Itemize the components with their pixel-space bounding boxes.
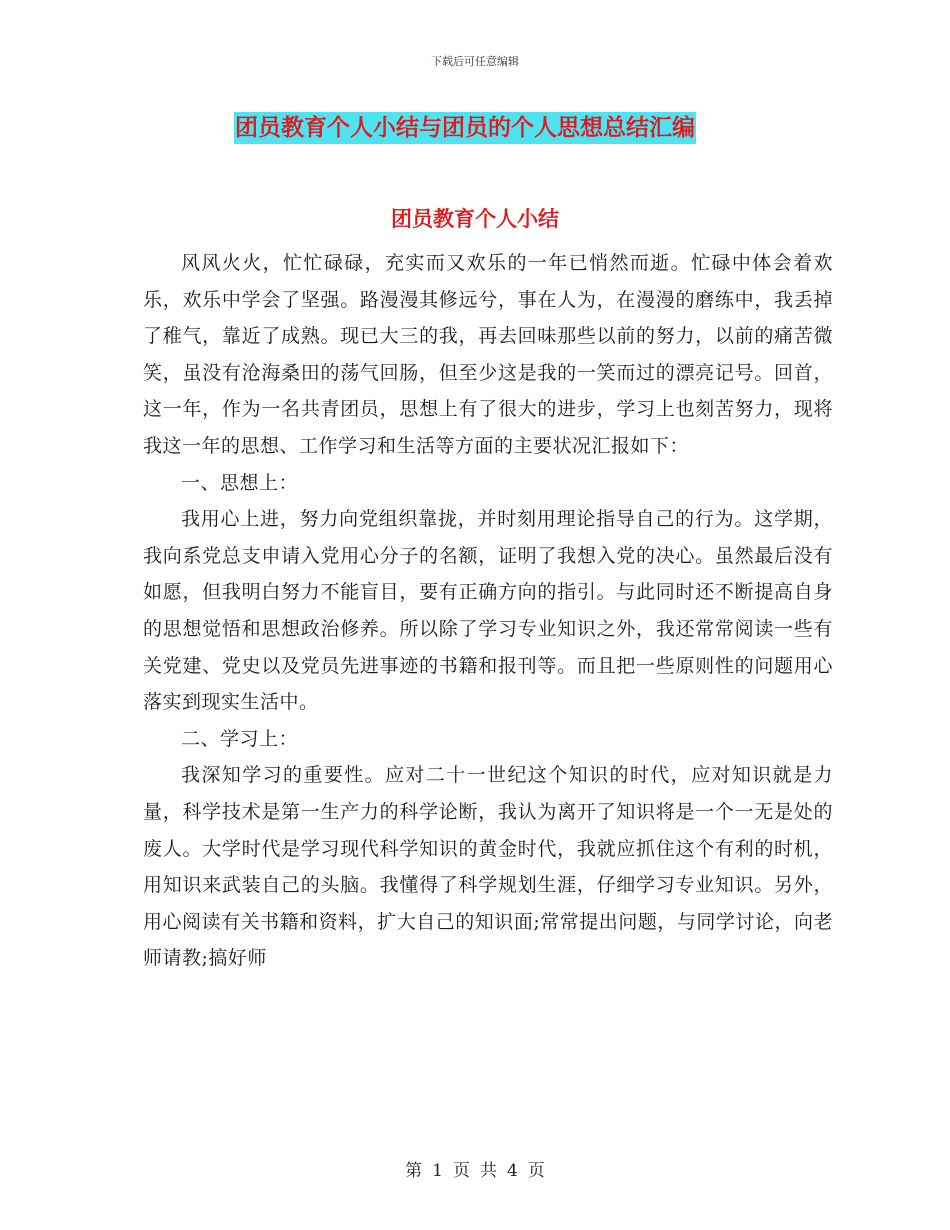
document-title: 团员教育个人小结与团员的个人思想总结汇编 — [234, 112, 696, 144]
page-footer — [0, 1156, 950, 1181]
paragraph: 我深知学习的重要性。应对二十一世纪这个知识的时代，应对知识就是力量，科学技术是第一生产力的科学论断，我认为离开了知识将是一个一无是处的废人。大学时代是学习现代科学知识的黄金时代，我就应抓住这个有利的时机，用知识来武装自己的头脑。我懂得了科学规划生涯，仔细学习专业知识。另外，用心阅读有关书籍和资料，扩大自己的知识面;常常提出问题，与同学讨论，向老师请教;搞好师 — [143, 764, 833, 970]
paragraph: 我用心上进，努力向党组织靠拢，并时刻用理论指导自己的行为。这学期，我向系党总支申请入党用心分子的名额，证明了我想入党的决心。虽然最后没有如愿，但我明白努力不能盲目，要有正确方向的指引。与此同时还不断提高自身的思想觉悟和思想政治修养。所以除了学习专业知识之外，我还常常阅读一些有关党建、党史以及党员先进事迹的书籍和报刊等。而且把一些原则性的问题用心落实到现实生活中。 — [143, 508, 833, 714]
footer-total-label: 共 — [480, 1161, 497, 1181]
paragraph: 二、学习上： — [181, 727, 299, 750]
section-title: 团员教育个人小结 — [391, 206, 559, 231]
footer-page-end: 页 — [527, 1161, 545, 1181]
paragraph: 风风火火，忙忙碌碌，充实而又欢乐的一年已悄然而逝。忙碌中体会着欢乐，欢乐中学会了坚强。路漫漫其修远兮，事在人为，在漫漫的磨练中，我丢掉了稚气，靠近了成熟。现已大三的我，再去回味那些以前的努力，以前的痛苦微笑，虽没有沧海桑田的荡气回肠，但至少这是我的一笑而过的漂亮记号。回首，这一年，作为一名共青团员，思想上有了很大的进步，学习上也刻苦努力，现将我这一年的思想、工作学习和生活等方面的主要状况汇报如下： — [143, 252, 833, 457]
paragraph: 一、思想上： — [181, 471, 299, 494]
footer-page-label: 第 — [405, 1161, 423, 1181]
footer-page-current: 1 — [432, 1161, 443, 1181]
footer-page-total: 4 — [507, 1161, 518, 1181]
document-body — [143, 245, 833, 977]
footer-page-mid: 页 — [453, 1161, 470, 1181]
page-header-note: 下载后可任意编辑 — [431, 55, 519, 68]
